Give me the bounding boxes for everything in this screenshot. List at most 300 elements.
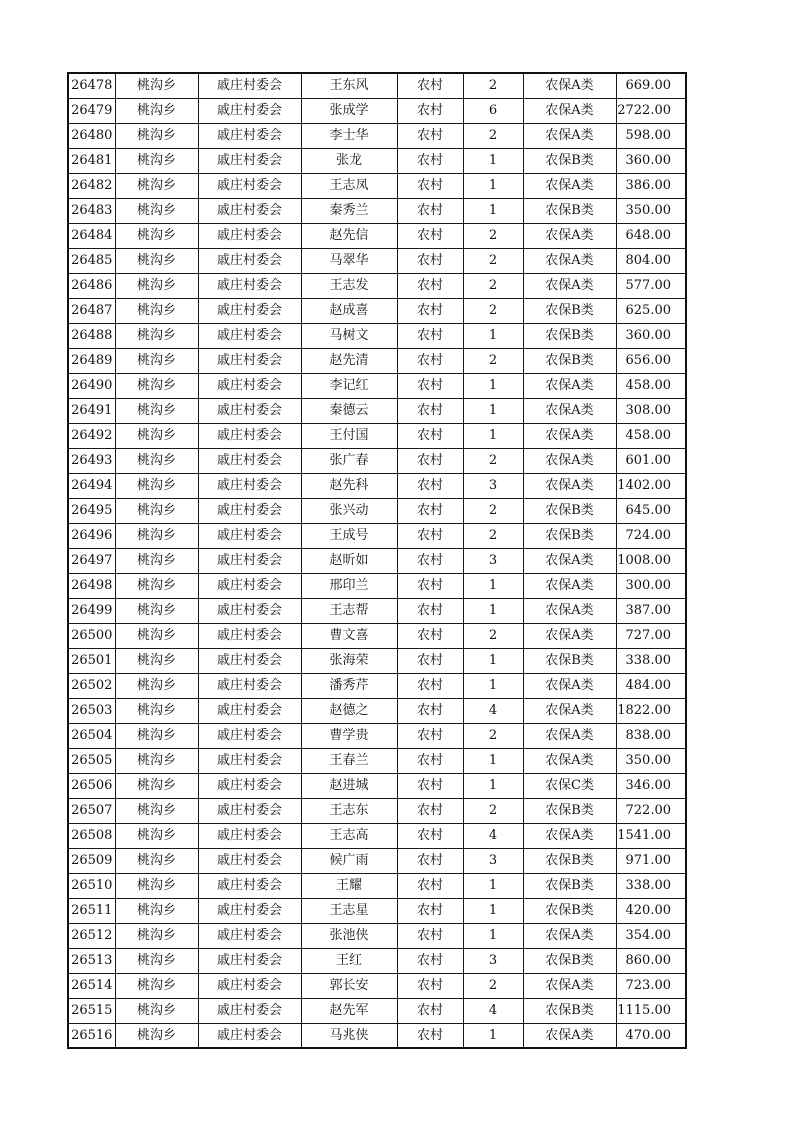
table-row [68,98,686,123]
area-type-cell: 农村 [397,698,463,723]
name-cell: 张龙 [301,148,397,173]
township-cell: 桃沟乡 [115,573,198,598]
name-cell: 马翠华 [301,248,397,273]
village-committee-cell: 戚庄村委会 [198,1023,301,1048]
record-id-cell: 26489 [68,348,115,373]
table-row [68,723,686,748]
table-body [68,73,686,1048]
table-row [68,448,686,473]
insurance-category-cell: 农保A类 [523,123,616,148]
name-cell: 候广雨 [301,848,397,873]
area-type-cell: 农村 [397,323,463,348]
village-committee-cell: 戚庄村委会 [198,623,301,648]
village-committee-cell: 戚庄村委会 [198,348,301,373]
table-row [68,873,686,898]
insurance-category-cell: 农保A类 [523,923,616,948]
record-id-cell: 26485 [68,248,115,273]
table-row [68,598,686,623]
township-cell: 桃沟乡 [115,398,198,423]
amount-cell: 1822.00 [616,698,686,723]
amount-cell: 669.00 [616,73,686,98]
township-cell: 桃沟乡 [115,623,198,648]
name-cell: 王志星 [301,898,397,923]
table-row [68,273,686,298]
amount-cell: 338.00 [616,648,686,673]
amount-cell: 386.00 [616,173,686,198]
household-count-cell: 1 [463,923,523,948]
amount-cell: 300.00 [616,573,686,598]
record-id-cell: 26515 [68,998,115,1023]
household-count-cell: 1 [463,423,523,448]
township-cell: 桃沟乡 [115,998,198,1023]
table-row [68,1023,686,1048]
area-type-cell: 农村 [397,823,463,848]
household-count-cell: 2 [463,723,523,748]
township-cell: 桃沟乡 [115,448,198,473]
table-row [68,698,686,723]
household-count-cell: 1 [463,373,523,398]
area-type-cell: 农村 [397,173,463,198]
village-committee-cell: 戚庄村委会 [198,73,301,98]
amount-cell: 420.00 [616,898,686,923]
household-count-cell: 1 [463,1023,523,1048]
household-count-cell: 1 [463,873,523,898]
record-id-cell: 26514 [68,973,115,998]
area-type-cell: 农村 [397,948,463,973]
village-committee-cell: 戚庄村委会 [198,723,301,748]
township-cell: 桃沟乡 [115,548,198,573]
insurance-category-cell: 农保A类 [523,423,616,448]
insurance-category-cell: 农保B类 [523,298,616,323]
amount-cell: 360.00 [616,148,686,173]
township-cell: 桃沟乡 [115,973,198,998]
table-row [68,398,686,423]
household-count-cell: 2 [463,523,523,548]
township-cell: 桃沟乡 [115,648,198,673]
insurance-category-cell: 农保B类 [523,198,616,223]
area-type-cell: 农村 [397,373,463,398]
record-id-cell: 26496 [68,523,115,548]
area-type-cell: 农村 [397,748,463,773]
table-row [68,973,686,998]
table-row [68,348,686,373]
area-type-cell: 农村 [397,198,463,223]
household-count-cell: 2 [463,73,523,98]
township-cell: 桃沟乡 [115,748,198,773]
township-cell: 桃沟乡 [115,348,198,373]
name-cell: 赵先科 [301,473,397,498]
township-cell: 桃沟乡 [115,498,198,523]
village-committee-cell: 戚庄村委会 [198,573,301,598]
insurance-category-cell: 农保A类 [523,398,616,423]
table-row [68,223,686,248]
household-count-cell: 1 [463,173,523,198]
amount-cell: 601.00 [616,448,686,473]
record-id-cell: 26493 [68,448,115,473]
township-cell: 桃沟乡 [115,423,198,448]
record-id-cell: 26511 [68,898,115,923]
amount-cell: 484.00 [616,673,686,698]
household-count-cell: 2 [463,223,523,248]
table-row [68,498,686,523]
household-count-cell: 2 [463,298,523,323]
record-id-cell: 26504 [68,723,115,748]
insurance-category-cell: 农保A类 [523,73,616,98]
village-committee-cell: 戚庄村委会 [198,948,301,973]
village-committee-cell: 戚庄村委会 [198,773,301,798]
village-committee-cell: 戚庄村委会 [198,498,301,523]
name-cell: 赵进城 [301,773,397,798]
village-committee-cell: 戚庄村委会 [198,823,301,848]
name-cell: 赵先信 [301,223,397,248]
insurance-category-cell: 农保A类 [523,748,616,773]
record-id-cell: 26505 [68,748,115,773]
name-cell: 秦德云 [301,398,397,423]
household-count-cell: 2 [463,273,523,298]
village-committee-cell: 戚庄村委会 [198,198,301,223]
name-cell: 李士华 [301,123,397,148]
record-id-cell: 26490 [68,373,115,398]
name-cell: 王耀 [301,873,397,898]
amount-cell: 804.00 [616,248,686,273]
area-type-cell: 农村 [397,148,463,173]
township-cell: 桃沟乡 [115,173,198,198]
table-row [68,198,686,223]
name-cell: 王东风 [301,73,397,98]
insurance-category-cell: 农保A类 [523,673,616,698]
township-cell: 桃沟乡 [115,223,198,248]
table-row [68,998,686,1023]
household-count-cell: 2 [463,798,523,823]
household-count-cell: 2 [463,448,523,473]
insurance-category-cell: 农保B类 [523,898,616,923]
village-committee-cell: 戚庄村委会 [198,598,301,623]
village-committee-cell: 戚庄村委会 [198,398,301,423]
name-cell: 赵先清 [301,348,397,373]
village-committee-cell: 戚庄村委会 [198,548,301,573]
household-count-cell: 3 [463,948,523,973]
name-cell: 赵德之 [301,698,397,723]
township-cell: 桃沟乡 [115,523,198,548]
insurance-category-cell: 农保A类 [523,223,616,248]
village-committee-cell: 戚庄村委会 [198,798,301,823]
village-committee-cell: 戚庄村委会 [198,648,301,673]
record-id-cell: 26479 [68,98,115,123]
table-row [68,848,686,873]
village-committee-cell: 戚庄村委会 [198,273,301,298]
household-count-cell: 4 [463,698,523,723]
amount-cell: 360.00 [616,323,686,348]
area-type-cell: 农村 [397,223,463,248]
amount-cell: 470.00 [616,1023,686,1048]
area-type-cell: 农村 [397,923,463,948]
record-id-cell: 26491 [68,398,115,423]
insurance-category-cell: 农保B类 [523,798,616,823]
record-id-cell: 26512 [68,923,115,948]
insurance-category-cell: 农保B类 [523,873,616,898]
name-cell: 王志东 [301,798,397,823]
name-cell: 赵先军 [301,998,397,1023]
amount-cell: 598.00 [616,123,686,148]
village-committee-cell: 戚庄村委会 [198,973,301,998]
table-row [68,248,686,273]
household-count-cell: 2 [463,498,523,523]
insurance-category-cell: 农保A类 [523,823,616,848]
table-row [68,423,686,448]
table-row [68,148,686,173]
insurance-category-cell: 农保B类 [523,648,616,673]
household-count-cell: 1 [463,648,523,673]
table-row [68,123,686,148]
table-row [68,473,686,498]
amount-cell: 458.00 [616,373,686,398]
area-type-cell: 农村 [397,548,463,573]
record-id-cell: 26495 [68,498,115,523]
township-cell: 桃沟乡 [115,598,198,623]
insurance-category-cell: 农保A类 [523,973,616,998]
township-cell: 桃沟乡 [115,273,198,298]
township-cell: 桃沟乡 [115,948,198,973]
table-row [68,948,686,973]
record-id-cell: 26502 [68,673,115,698]
record-id-cell: 26507 [68,798,115,823]
table-row [68,748,686,773]
name-cell: 马树文 [301,323,397,348]
household-count-cell: 2 [463,348,523,373]
area-type-cell: 农村 [397,998,463,1023]
name-cell: 曹文喜 [301,623,397,648]
household-count-cell: 2 [463,248,523,273]
area-type-cell: 农村 [397,873,463,898]
amount-cell: 346.00 [616,773,686,798]
township-cell: 桃沟乡 [115,73,198,98]
name-cell: 张成学 [301,98,397,123]
table-row [68,798,686,823]
table-row [68,898,686,923]
insurance-category-cell: 农保B类 [523,348,616,373]
village-committee-cell: 戚庄村委会 [198,98,301,123]
insurance-category-cell: 农保A类 [523,373,616,398]
table-row [68,173,686,198]
table-row [68,673,686,698]
record-id-cell: 26492 [68,423,115,448]
table-row [68,773,686,798]
village-committee-cell: 戚庄村委会 [198,673,301,698]
township-cell: 桃沟乡 [115,923,198,948]
area-type-cell: 农村 [397,248,463,273]
insurance-category-cell: 农保B类 [523,998,616,1023]
village-committee-cell: 戚庄村委会 [198,448,301,473]
township-cell: 桃沟乡 [115,298,198,323]
household-count-cell: 1 [463,673,523,698]
village-committee-cell: 戚庄村委会 [198,248,301,273]
amount-cell: 308.00 [616,398,686,423]
household-count-cell: 4 [463,823,523,848]
area-type-cell: 农村 [397,673,463,698]
name-cell: 李记红 [301,373,397,398]
record-id-cell: 26501 [68,648,115,673]
area-type-cell: 农村 [397,473,463,498]
township-cell: 桃沟乡 [115,698,198,723]
household-count-cell: 4 [463,998,523,1023]
household-count-cell: 2 [463,623,523,648]
village-committee-cell: 戚庄村委会 [198,148,301,173]
amount-cell: 625.00 [616,298,686,323]
insurance-category-cell: 农保B类 [523,948,616,973]
data-table [67,72,687,1049]
household-count-cell: 3 [463,473,523,498]
household-count-cell: 1 [463,198,523,223]
area-type-cell: 农村 [397,298,463,323]
area-type-cell: 农村 [397,848,463,873]
area-type-cell: 农村 [397,573,463,598]
township-cell: 桃沟乡 [115,823,198,848]
amount-cell: 645.00 [616,498,686,523]
village-committee-cell: 戚庄村委会 [198,873,301,898]
name-cell: 王志高 [301,823,397,848]
area-type-cell: 农村 [397,423,463,448]
village-committee-cell: 戚庄村委会 [198,998,301,1023]
amount-cell: 2722.00 [616,98,686,123]
amount-cell: 1541.00 [616,823,686,848]
insurance-category-cell: 农保A类 [523,98,616,123]
area-type-cell: 农村 [397,398,463,423]
insurance-category-cell: 农保A类 [523,598,616,623]
table-row [68,923,686,948]
area-type-cell: 农村 [397,273,463,298]
table-row [68,298,686,323]
amount-cell: 727.00 [616,623,686,648]
record-id-cell: 26500 [68,623,115,648]
record-id-cell: 26503 [68,698,115,723]
record-id-cell: 26487 [68,298,115,323]
table-row [68,548,686,573]
insurance-category-cell: 农保A类 [523,548,616,573]
household-count-cell: 1 [463,773,523,798]
name-cell: 张广春 [301,448,397,473]
name-cell: 邢印兰 [301,573,397,598]
township-cell: 桃沟乡 [115,198,198,223]
village-committee-cell: 戚庄村委会 [198,523,301,548]
record-id-cell: 26499 [68,598,115,623]
area-type-cell: 农村 [397,523,463,548]
insurance-category-cell: 农保A类 [523,573,616,598]
name-cell: 赵成喜 [301,298,397,323]
village-committee-cell: 戚庄村委会 [198,223,301,248]
name-cell: 秦秀兰 [301,198,397,223]
area-type-cell: 农村 [397,773,463,798]
insurance-category-cell: 农保A类 [523,448,616,473]
village-committee-cell: 戚庄村委会 [198,298,301,323]
record-id-cell: 26498 [68,573,115,598]
table-row [68,648,686,673]
record-id-cell: 26506 [68,773,115,798]
village-committee-cell: 戚庄村委会 [198,748,301,773]
insurance-category-cell: 农保A类 [523,1023,616,1048]
area-type-cell: 农村 [397,648,463,673]
household-count-cell: 1 [463,148,523,173]
area-type-cell: 农村 [397,1023,463,1048]
name-cell: 张海荣 [301,648,397,673]
amount-cell: 1115.00 [616,998,686,1023]
name-cell: 赵昕如 [301,548,397,573]
table-row [68,323,686,348]
township-cell: 桃沟乡 [115,873,198,898]
insurance-category-cell: 农保B类 [523,323,616,348]
record-id-cell: 26488 [68,323,115,348]
record-id-cell: 26513 [68,948,115,973]
record-id-cell: 26516 [68,1023,115,1048]
insurance-category-cell: 农保A类 [523,698,616,723]
name-cell: 王成号 [301,523,397,548]
insurance-category-cell: 农保B类 [523,148,616,173]
name-cell: 王春兰 [301,748,397,773]
township-cell: 桃沟乡 [115,798,198,823]
township-cell: 桃沟乡 [115,98,198,123]
household-count-cell: 1 [463,398,523,423]
area-type-cell: 农村 [397,123,463,148]
amount-cell: 577.00 [616,273,686,298]
record-id-cell: 26497 [68,548,115,573]
record-id-cell: 26508 [68,823,115,848]
township-cell: 桃沟乡 [115,723,198,748]
village-committee-cell: 戚庄村委会 [198,123,301,148]
area-type-cell: 农村 [397,898,463,923]
name-cell: 曹学贵 [301,723,397,748]
record-id-cell: 26509 [68,848,115,873]
table-row [68,823,686,848]
amount-cell: 1008.00 [616,548,686,573]
amount-cell: 350.00 [616,198,686,223]
village-committee-cell: 戚庄村委会 [198,473,301,498]
area-type-cell: 农村 [397,623,463,648]
name-cell: 马兆侠 [301,1023,397,1048]
insurance-category-cell: 农保B类 [523,523,616,548]
household-count-cell: 6 [463,98,523,123]
amount-cell: 838.00 [616,723,686,748]
village-committee-cell: 戚庄村委会 [198,848,301,873]
table-row [68,373,686,398]
township-cell: 桃沟乡 [115,848,198,873]
insurance-category-cell: 农保A类 [523,173,616,198]
amount-cell: 338.00 [616,873,686,898]
area-type-cell: 农村 [397,348,463,373]
village-committee-cell: 戚庄村委会 [198,323,301,348]
township-cell: 桃沟乡 [115,773,198,798]
amount-cell: 1402.00 [616,473,686,498]
township-cell: 桃沟乡 [115,248,198,273]
amount-cell: 458.00 [616,423,686,448]
amount-cell: 648.00 [616,223,686,248]
name-cell: 王志凤 [301,173,397,198]
household-count-cell: 2 [463,123,523,148]
household-count-cell: 2 [463,973,523,998]
village-committee-cell: 戚庄村委会 [198,698,301,723]
village-committee-cell: 戚庄村委会 [198,923,301,948]
insurance-category-cell: 农保B类 [523,848,616,873]
amount-cell: 387.00 [616,598,686,623]
township-cell: 桃沟乡 [115,673,198,698]
insurance-category-cell: 农保A类 [523,248,616,273]
amount-cell: 971.00 [616,848,686,873]
township-cell: 桃沟乡 [115,123,198,148]
area-type-cell: 农村 [397,723,463,748]
township-cell: 桃沟乡 [115,898,198,923]
record-id-cell: 26481 [68,148,115,173]
amount-cell: 656.00 [616,348,686,373]
table-row [68,573,686,598]
record-id-cell: 26494 [68,473,115,498]
